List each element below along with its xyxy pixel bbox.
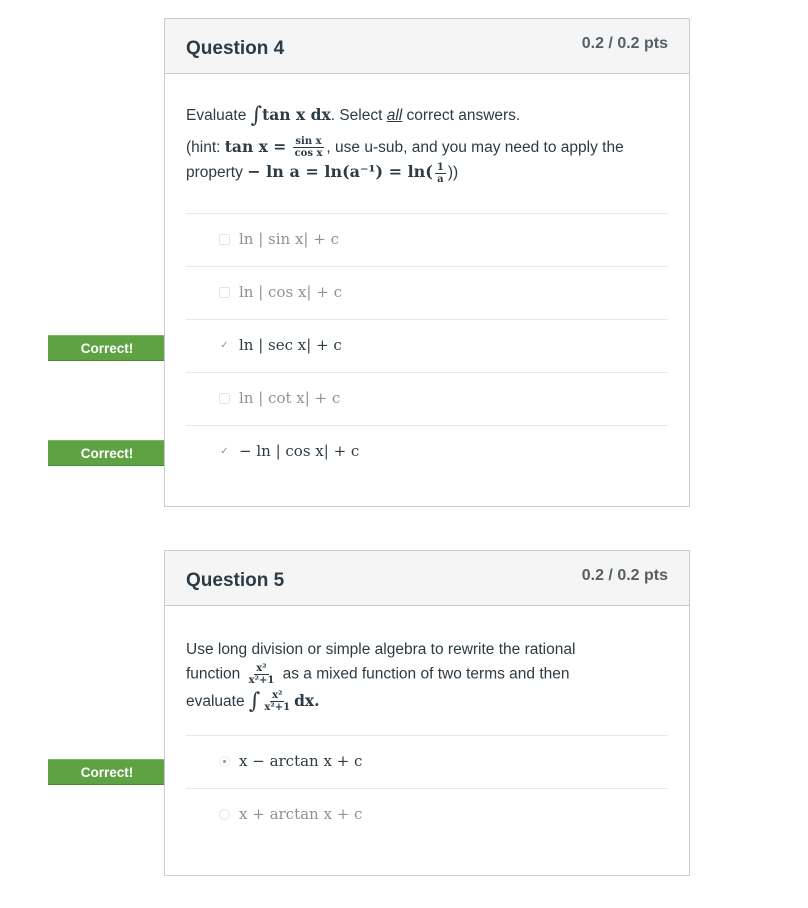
hint-text: property [186,164,243,182]
answer-list [186,735,668,841]
answer-option[interactable] [186,373,668,426]
rational-fraction [247,663,277,686]
integral-fraction [262,690,292,713]
question-4 [164,18,690,507]
fraction-denominator: x²+1 [264,702,291,714]
answer-text: ln | sec x| + c [239,335,342,354]
prompt-text: correct answers. [402,107,521,124]
fraction-numerator: x² [272,690,283,702]
checkbox-checked[interactable]: ✓ [220,445,229,457]
question-prompt [186,606,668,713]
correct-flag-q5-a1: Correct! [48,759,166,785]
checkbox-checked[interactable]: ✓ [220,339,229,351]
fraction-numerator: sin x [295,136,322,148]
hint-fraction [293,136,325,159]
fraction-denominator: cos x [294,148,323,160]
question-header [165,551,689,606]
question-points: 0.2 / 0.2 pts [581,567,668,584]
question-points: 0.2 / 0.2 pts [581,35,668,52]
fraction-denominator: a [437,173,444,185]
integral-dx: dx. [294,691,320,710]
integrand: tan x dx [262,105,331,124]
radio[interactable] [219,809,230,820]
answer-option[interactable] [186,320,668,373]
question-5 [164,550,690,876]
integral-sign: ∫ [248,688,261,714]
prompt-text: . Select [330,107,387,124]
hint-property-fraction [435,162,446,185]
fraction-denominator: x²+1 [248,675,275,686]
answer-option[interactable] [186,267,668,320]
answer-option[interactable] [186,426,668,478]
answer-option[interactable] [186,736,668,789]
checkbox[interactable] [219,234,230,245]
answer-text: x + arctan x + c [239,805,363,824]
correct-flag-q4-a5: Correct! [48,440,166,466]
radio-selected[interactable] [219,756,230,767]
prompt-text: function [186,665,241,683]
correct-flag-q4-a3: Correct! [48,335,166,361]
hint-property: − ln a = ln(a⁻¹) = ln( [247,162,433,182]
prompt-emphasis-all: all [386,107,403,124]
prompt-text: evaluate [186,693,245,710]
hint-text: , use u-sub, and you may need to apply the [326,139,624,156]
answer-list [186,213,668,478]
question-prompt [186,74,668,185]
answer-option[interactable] [186,214,668,267]
prompt-text: Evaluate [186,107,247,124]
checkbox[interactable] [219,287,230,298]
hint-text: )) [447,164,459,182]
answer-text: ln | sin x| + c [239,229,339,248]
question-title: Question 5 [186,570,285,591]
answer-option[interactable] [186,789,668,841]
answer-text: x − arctan x + c [239,752,363,771]
fraction-numerator: x² [256,663,267,674]
question-title: Question 4 [186,38,285,59]
question-header [165,19,689,74]
integral-sign: ∫ [250,102,263,128]
hint-formula: tan x = [224,137,287,156]
fraction-numerator: 1 [436,161,444,173]
answer-text: − ln | cos x| + c [239,441,360,460]
prompt-text: Use long division or simple algebra to rewrite the rational [186,641,576,658]
prompt-text: as a mixed function of two terms and then [282,665,570,683]
answer-text: ln | cos x| + c [239,282,342,301]
answer-text: ln | cot x| + c [239,388,341,407]
hint-text: (hint: [186,139,225,156]
checkbox[interactable] [219,393,230,404]
